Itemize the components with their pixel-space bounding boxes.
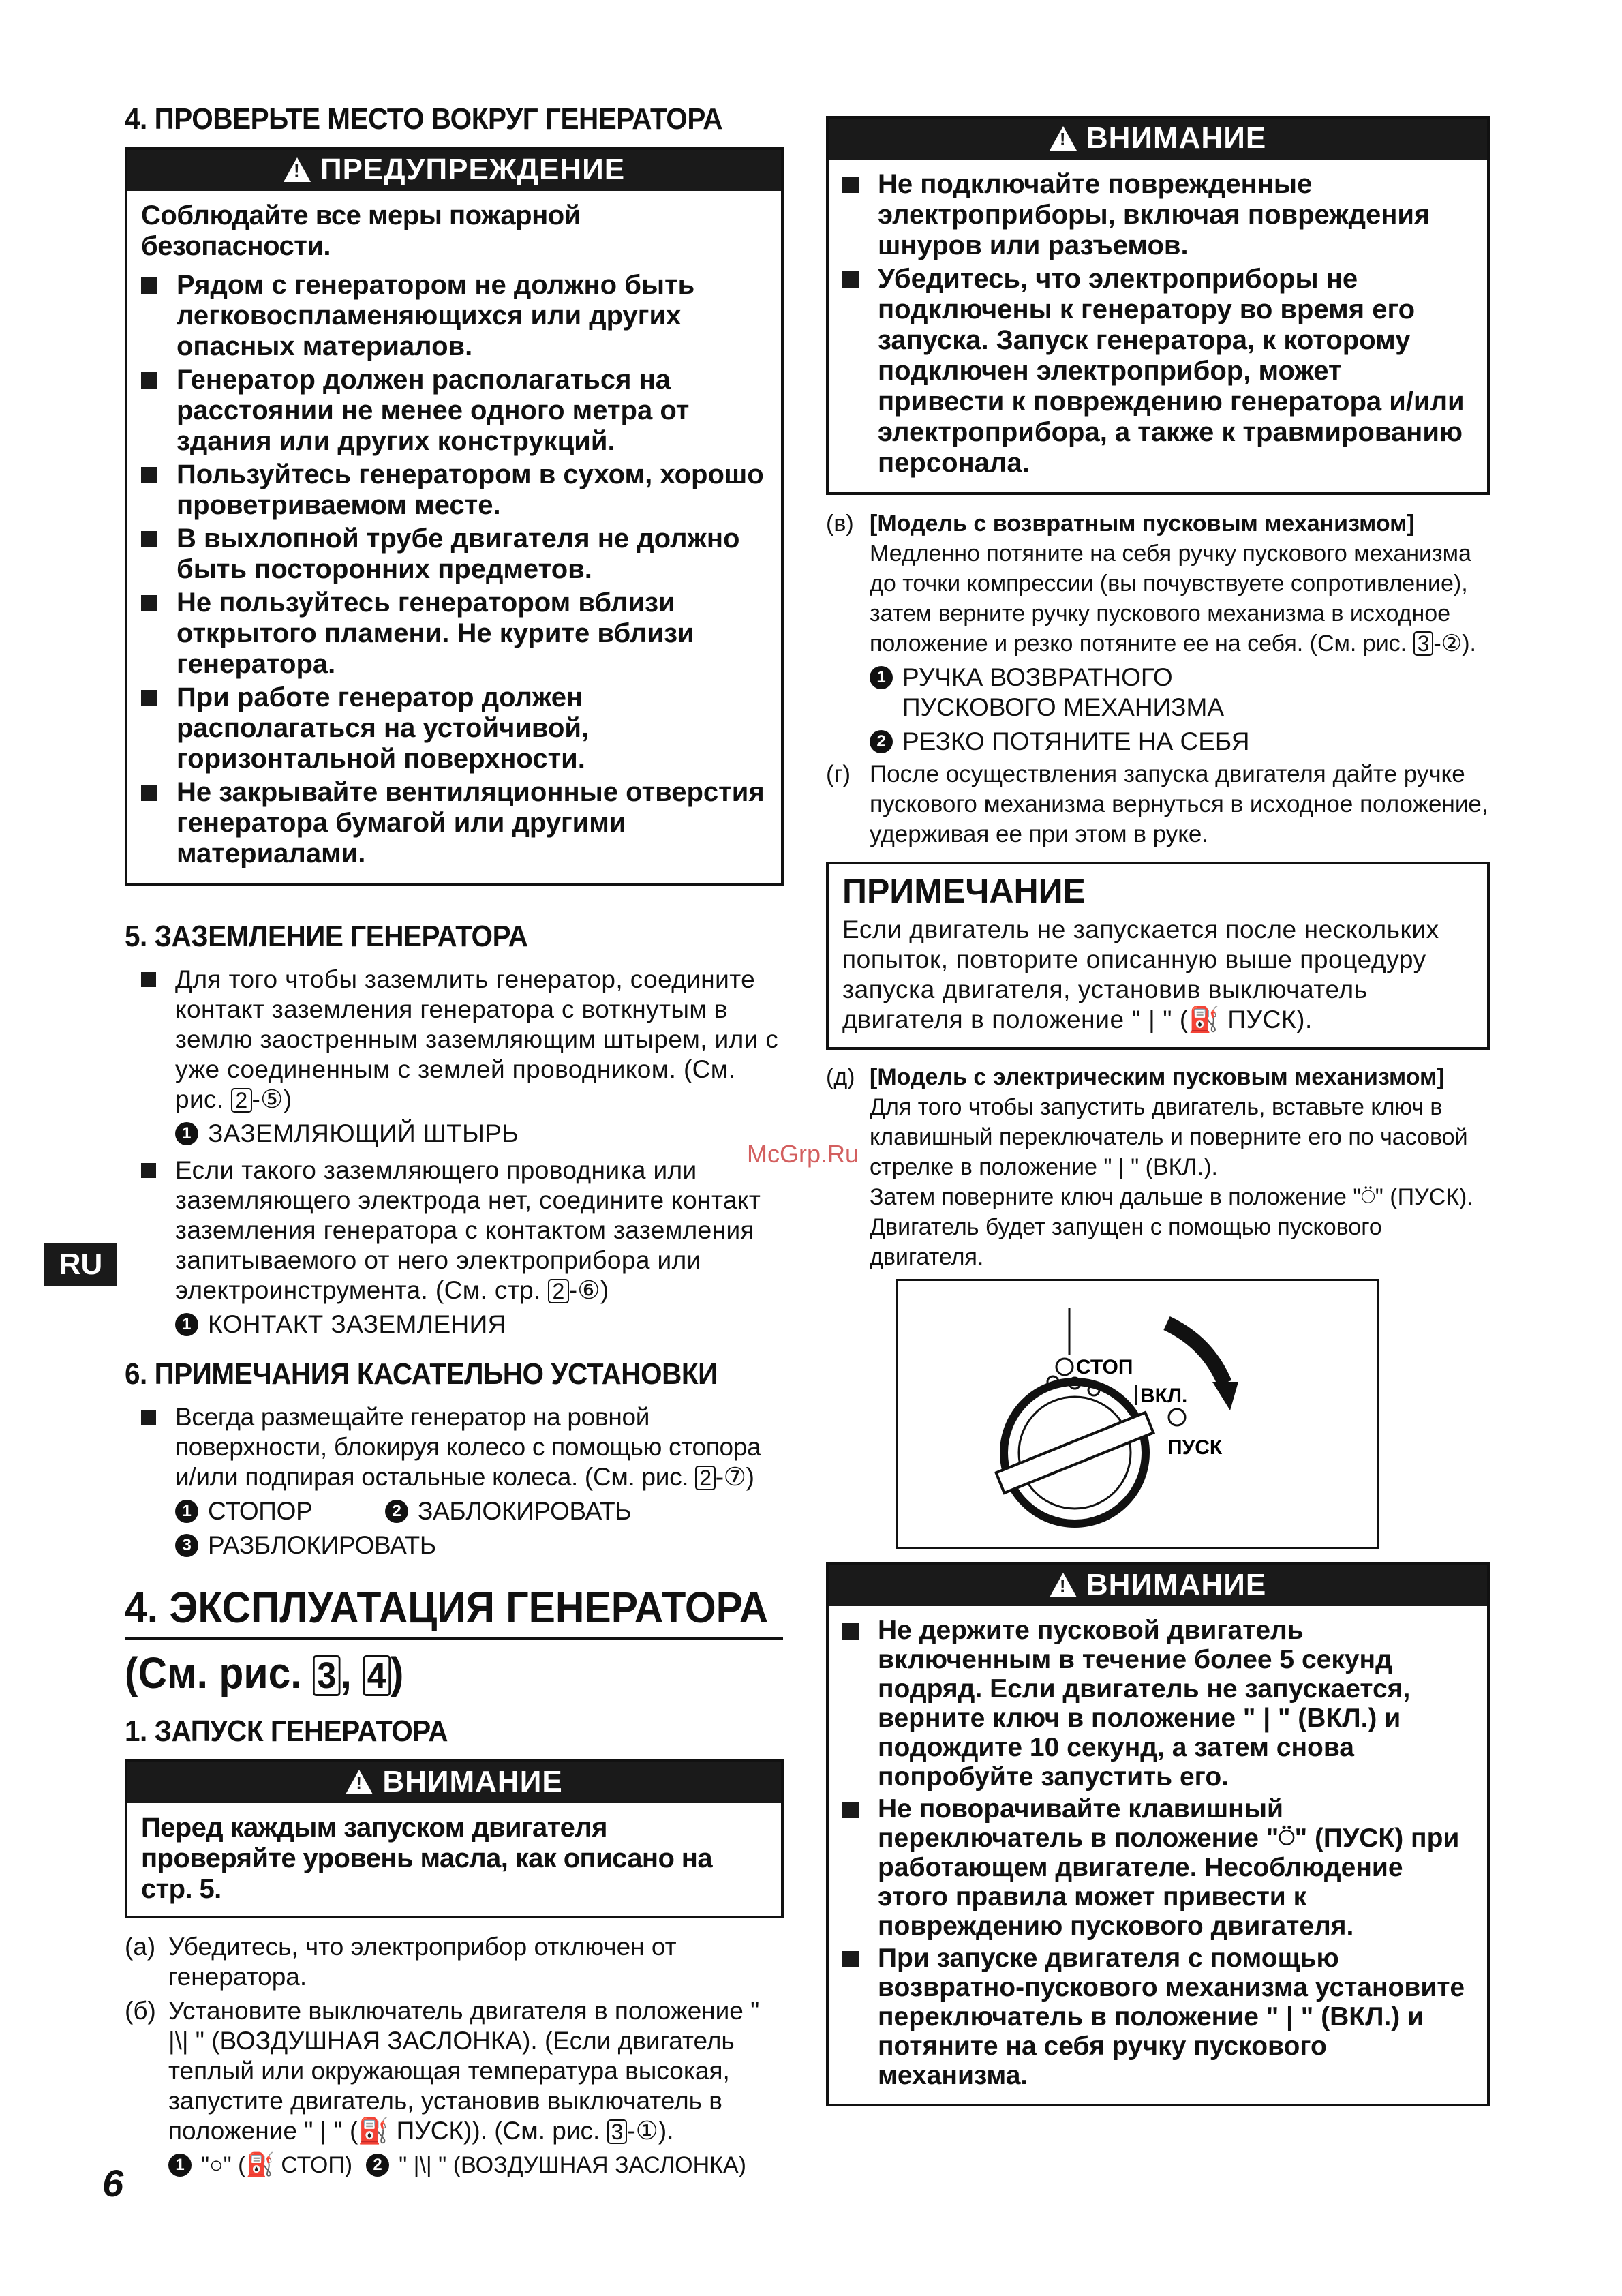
fire-warning-box [125,147,784,886]
list-item: Не пользуйтесь генератором вблизи открытого пламени. Не курите вблизи генератора. [141,588,769,680]
bullet-icon [141,690,157,706]
figure-ref: 2 [695,1466,716,1490]
callout: 1 ЗАЗЕМЛЯЮЩИЙ ШТЫРЬ [175,1119,784,1149]
bullet-icon [141,467,157,483]
list-item: Если такого заземляющего проводника или заземляющего электрода нет, соедините контакт заземления генератора с контактом заземления запитываемого от него электроприбора или электроинструмента. (См. стр. 2 -⑥) 1 КОНТАКТ ЗАЗЕМЛЕНИЯ [141,1155,784,1342]
list-item: При запуске двигателя с помощью возвратно-пускового механизма установите переключатель в положение " | " (ВКЛ.) и потяните на себя ручку пускового механизма. [842,1944,1475,2090]
figure-ref: 4 [363,1655,391,1696]
note-box [826,862,1490,1050]
start-icon [1169,1409,1185,1425]
grounding-text [125,965,784,1342]
bullet-icon [141,1410,156,1425]
callout-row: 1 СТОПОР 2 ЗАБЛОКИРОВАТЬ [175,1496,784,1526]
list-item: Рядом с генератором не должно быть легковоспламеняющихся или других опасных материалов. [141,270,769,362]
section-title-surroundings: 4. ПРОВЕРЬТЕ МЕСТО ВОКРУГ ГЕНЕРАТОРА [125,102,723,136]
list-item: Генератор должен располагаться на расстоянии не менее одного метра от здания или других конструкций. [141,365,769,457]
callout: 1 РУЧКА ВОЗВРАТНОГО ПУСКОВОГО МЕХАНИЗМА [826,663,1490,723]
language-tab: RU [44,1243,117,1286]
list-item: Пользуйтесь генератором в сухом, хорошо проветриваемом месте. [141,459,769,521]
list-item: Всегда размещайте генератор на ровной поверхности, блокируя колесо с помощью стопора и/или подпирая остальные колеса. (См. рис. 2 -⑦) 1 СТОПОР 2 ЗАБЛОКИРОВАТЬ 3 РАЗБЛОКИРОВАТЬ [141,1402,784,1563]
callout-number: 2 [870,730,893,753]
figure-ref: 3 [607,2119,628,2144]
left-column [125,102,784,2183]
arrow-head-icon [1212,1382,1238,1410]
section-title-grounding: 5. ЗАЗЕМЛЕНИЕ ГЕНЕРАТОРА [125,920,528,953]
callout-number: 1 [175,1313,198,1336]
chapter-title: 4. ЭКСПЛУАТАЦИЯ ГЕНЕРАТОРА [125,1583,769,1632]
warning-body [829,1606,1487,2104]
callout-number: 1 [168,2154,192,2177]
label-start: ПУСК [1167,1436,1223,1459]
rotation-arrow [1167,1323,1225,1383]
label-on: ВКЛ. [1140,1385,1188,1407]
bullet-icon [842,1623,859,1640]
warning-icon: ! [284,157,311,182]
watermark: McGrp.Ru [747,1140,859,1168]
step-d: (д) [Модель с электрическим пусковым механизмом] Для того чтобы запустить двигатель, вставьте ключ в клавишный переключатель и поверните его по часовой стрелке в положение " | " (ВКЛ.). Затем поверните ключ дальше в положение "⍥" (ПУСК). Двигатель будет запущен с помощью пускового двигателя. [826,1064,1473,1270]
bullet-icon [842,177,859,193]
bullet-icon [141,531,157,547]
list-item: Не закрывайте вентиляционные отверстия генератора бумагой или другими материалами. [141,777,769,869]
warning-body [829,160,1487,492]
figure-ref: 3 [313,1655,341,1696]
page-number: 6 [102,2162,124,2205]
bullet-icon [141,595,157,611]
section-title-start: 1. ЗАПУСК ГЕНЕРАТОРА [125,1715,448,1748]
callout-number: 2 [385,1500,408,1523]
warning-icon: ! [1050,126,1077,151]
list-item: Не поворачивайте клавишный переключатель в положение "⍥" (ПУСК) при работающем двигателе. Несоблюдение этого правила может привести к повреждению пускового двигателя. [842,1794,1475,1941]
step-a: (а) Убедитесь, что электроприбор отключен от генератора. [125,1933,677,1991]
label-stop: СТОП [1076,1356,1133,1378]
note-text: Если двигатель не запускается после нескольких попыток, повторите описанную выше процедуру запуска двигателя, установив выключатель двигателя в положение " | " (⛽ ПУСК). [842,916,1439,1033]
installation-text [125,1402,784,1563]
bullet-icon [141,1163,156,1178]
right-column [826,116,1490,2120]
list-item: В выхлопной трубе двигателя не должно быть посторонних предметов. [141,524,769,585]
callout: 2 РЕЗКО ПОТЯНИТЕ НА СЕБЯ [826,727,1490,757]
bullet-icon [842,1951,859,1967]
warning-icon: ! [346,1770,373,1794]
list-item: Не держите пусковой двигатель включенным в течение более 5 секунд подряд. Если двигатель не запускается, верните ключ в положение " | " (ВКЛ.) и подождите 10 секунд, а затем снова попробуйте запустить его. [842,1616,1475,1792]
callout: 1 КОНТАКТ ЗАЗЕМЛЕНИЯ [175,1310,784,1340]
starter-warning-box [826,1562,1490,2106]
section-title-installation: 6. ПРИМЕЧАНИЯ КАСАТЕЛЬНО УСТАНОВКИ [125,1357,718,1391]
step-v: (в) [Модель с возвратным пусковым механизмом] Медленно потяните на себя ручку пускового механизма до точки компрессии (вы почувствуете сопротивление), затем верните ручку пускового механизма в исходное положение и резко потяните ее на себя. (См. рис. 3 -②). [826,511,1476,656]
callout-number: 1 [175,1122,198,1145]
figure-ref: 2 [231,1088,251,1113]
bullet-icon [842,271,859,288]
key-switch-diagram [896,1279,1379,1549]
callout-number: 1 [175,1500,198,1523]
callout-row: 1 "○" (⛽ СТОП) 2 " |\| " (ВОЗДУШНАЯ ЗАСЛОНКА) [125,2150,784,2180]
chapter-subtitle: (См. рис. 3 , 4 ) [125,1648,404,1697]
list-item: Не подключайте поврежденные электроприборы, включая повреждения шнуров или разъемов. [842,169,1475,261]
step-g: (г) После осуществления запуска двигателя дайте ручке пускового механизма вернуться в исходное положение, удерживая ее при этом в руке. [826,761,1488,847]
list-item: Убедитесь, что электроприборы не подключены к генератору во время его запуска. Запуск генератора, к которому подключен электроприбор, может привести к повреждению генератора и/или электроприбора, а также к травмированию персонала. [842,264,1475,479]
note-title: ПРИМЕЧАНИЕ [842,872,1086,910]
warning-header: ! ПРЕДУПРЕЖДЕНИЕ [127,150,781,191]
callout-number: 3 [175,1534,198,1557]
warning-icon: ! [1050,1573,1077,1597]
key-switch-illustration [898,1281,1377,1547]
bullet-icon [141,277,157,294]
callout: 3 РАЗБЛОКИРОВАТЬ [175,1530,784,1560]
list-item: Для того чтобы заземлить генератор, соедините контакт заземления генератора с воткнутым в землю заостренным заземляющим штырем, или с уже соединенным с землей проводником. (См. рис. 2 -⑤) 1 ЗАЗЕМЛЯЮЩИЙ ШТЫРЬ [141,965,784,1151]
figure-ref: 3 [1413,631,1434,656]
warning-intro: Соблюдайте все меры пожарной безопасности. [141,200,581,261]
warning-header: ! ВНИМАНИЕ [829,1565,1487,1606]
figure-ref: 2 [548,1279,568,1303]
bullet-icon [141,372,157,389]
appliance-warning-box [826,116,1490,495]
bullet-icon [141,785,157,801]
stop-icon [1056,1359,1073,1375]
callout-number: 2 [366,2154,389,2177]
step-b: (б) Установите выключатель двигателя в положение " |\| " (ВОЗДУШНАЯ ЗАСЛОНКА). (Если двигатель теплый или окружающая температура высокая, запустите двигатель, установив выключатель в положение " | " (⛽ ПУСК)). (См. рис. 3 -①). [125,1997,760,2145]
bullet-icon [842,1802,859,1818]
chapter-divider [125,1637,783,1640]
list-item: При работе генератор должен располагаться на устойчивой, горизонтальной поверхности. [141,682,769,774]
oil-warning-box [125,1759,784,1918]
warning-body [127,191,781,883]
warning-body: Перед каждым запуском двигателя проверяйте уровень масла, как описано на стр. 5. [141,1813,712,1904]
warning-header: ! ВНИМАНИЕ [127,1762,781,1803]
callout-number: 1 [870,666,893,689]
bullet-icon [141,972,156,987]
warning-header: ! ВНИМАНИЕ [829,119,1487,160]
